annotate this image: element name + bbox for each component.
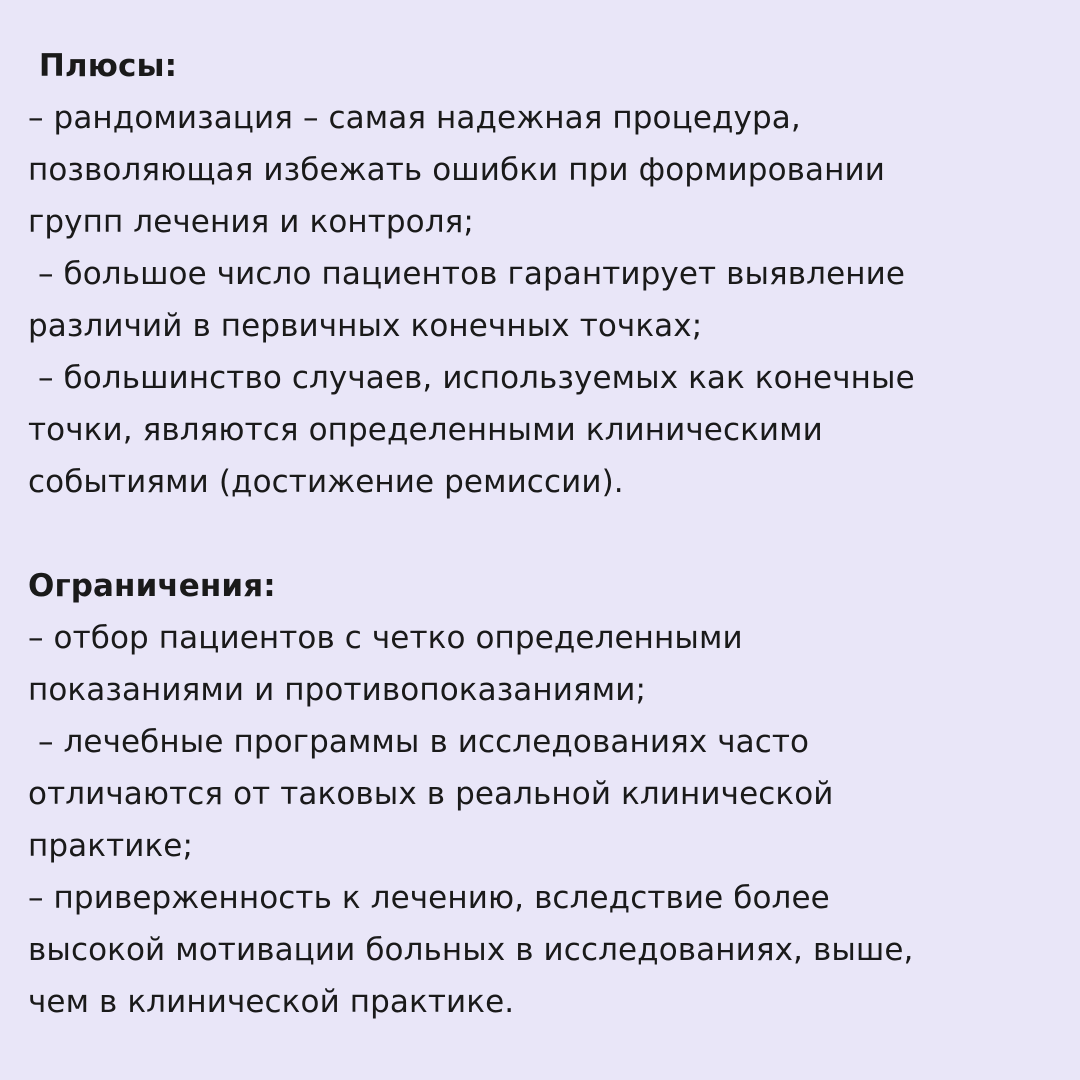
limitations-heading: Ограничения: [28,568,276,604]
pros-line: событиями (достижение ремиссии). [28,464,624,500]
limitations-line: чем в клинической практике. [28,984,515,1020]
limitations-line: – отбор пациентов с четко определенными [28,620,743,656]
limitations-line: – приверженность к лечению, вследствие более [28,880,830,916]
pros-line: – рандомизация – самая надежная процедура, [28,100,801,136]
pros-line: – большинство случаев, используемых как конечные [28,360,915,396]
pros-section [28,40,1080,508]
pros-line: групп лечения и контроля; [28,204,474,240]
pros-heading: Плюсы: [28,48,178,84]
section-spacer [28,508,1080,560]
pros-line: позволяющая избежать ошибки при формировании [28,152,885,188]
limitations-line: высокой мотивации больных в исследованиях, выше, [28,932,914,968]
limitations-line: показаниями и противопоказаниями; [28,672,647,708]
limitations-line: практике; [28,828,194,864]
pros-line: различий в первичных конечных точках; [28,308,703,344]
pros-line: точки, являются определенными клиническими [28,412,823,448]
limitations-line: отличаются от таковых в реальной клинической [28,776,834,812]
limitations-line: – лечебные программы в исследованиях часто [28,724,810,760]
pros-line: – большое число пациентов гарантирует выявление [28,256,906,292]
limitations-section [28,560,1080,1028]
